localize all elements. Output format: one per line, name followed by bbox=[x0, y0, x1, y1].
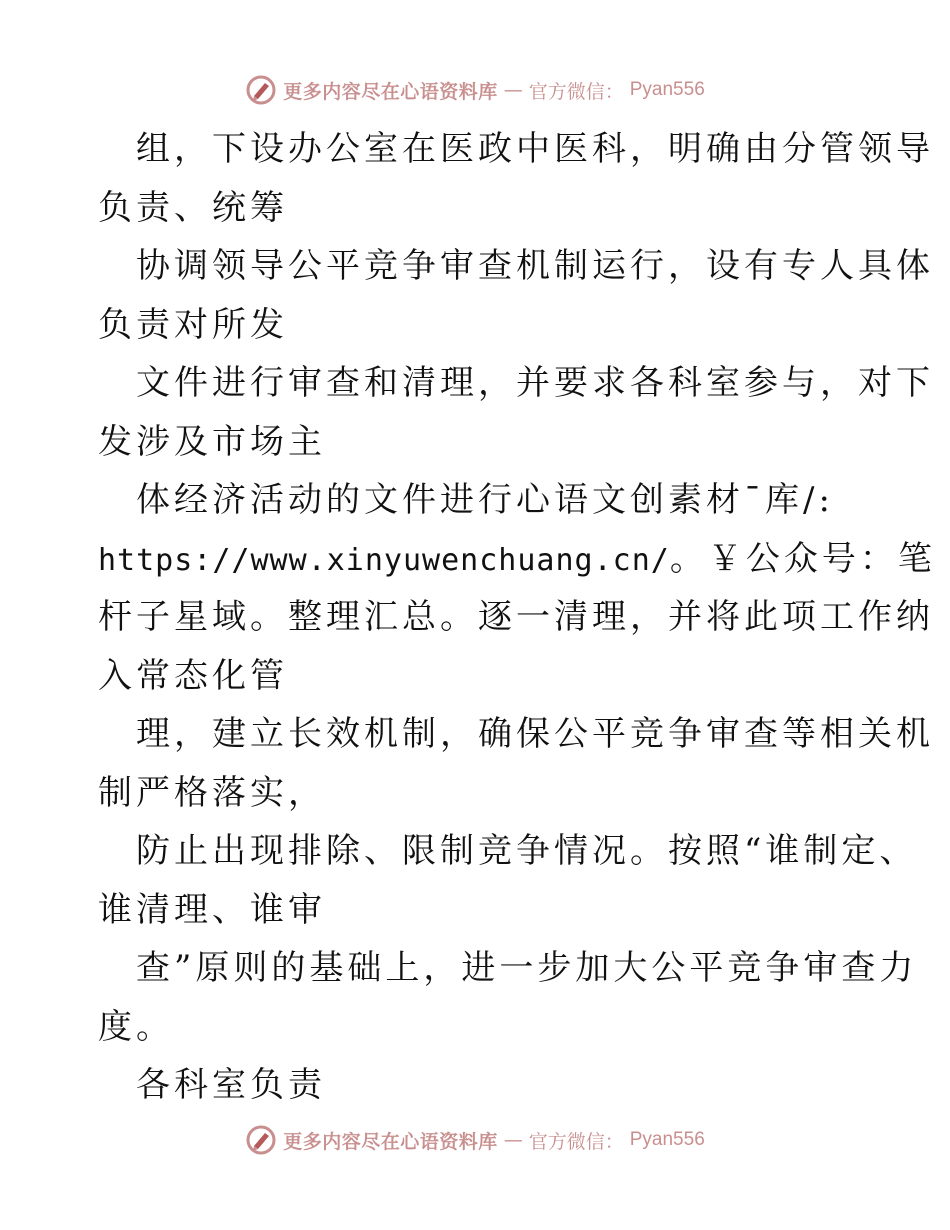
header-banner-id: Pyan556 bbox=[629, 79, 705, 100]
footer-banner-id: Pyan556 bbox=[629, 1129, 705, 1150]
body-line: 发涉及市场主 bbox=[98, 421, 326, 462]
body-line: 负责对所发 bbox=[98, 304, 288, 345]
header-banner-separator: — bbox=[503, 79, 523, 101]
footer-banner-separator: — bbox=[503, 1129, 523, 1151]
body-line: 入常态化管 bbox=[98, 655, 288, 696]
body-line-url bbox=[98, 530, 936, 589]
body-line: 负责、统筹 bbox=[98, 187, 288, 228]
header-banner bbox=[0, 70, 950, 110]
body-line: 防止出现排除、限制竞争情况。按照“谁制定、 bbox=[136, 831, 918, 871]
footer-banner-label: 官方微信： bbox=[528, 1130, 624, 1153]
pen-logo-icon bbox=[245, 1124, 277, 1156]
body-line: 体经济活动的文件进行心语文创素材¯库/: bbox=[136, 480, 834, 520]
footer-banner bbox=[0, 1120, 950, 1160]
document-body bbox=[98, 120, 936, 1115]
body-line: 各科室负责 bbox=[136, 1065, 326, 1105]
body-line: 文件进行审查和清理，并要求各科室参与，对下 bbox=[136, 363, 934, 403]
header-banner-text: 更多内容尽在心语资料库 bbox=[283, 80, 498, 103]
body-line: 度。 bbox=[98, 1006, 174, 1047]
footer-banner-text: 更多内容尽在心语资料库 bbox=[283, 1130, 498, 1153]
body-line: 查”原则的基础上，进一步加大公平竞争审查力 bbox=[136, 948, 918, 988]
pen-logo-icon bbox=[245, 74, 277, 106]
header-banner-label: 官方微信： bbox=[528, 80, 624, 103]
body-line: 杆子星域。整理汇总。逐一清理，并将此项工作纳 bbox=[98, 597, 934, 637]
body-line: 理，建立长效机制，确保公平竞争审查等相关机 bbox=[136, 714, 934, 754]
body-line: 组，下设办公室在医政中医科，明确由分管领导 bbox=[136, 129, 934, 169]
body-line: 制严格落实， bbox=[98, 772, 326, 813]
body-url-text: https://www.xinyuwenchuang.cn/ bbox=[98, 542, 670, 578]
body-line: 谁清理、谁审 bbox=[98, 889, 326, 930]
body-url-suffix: 。￥公众号：笔 bbox=[669, 538, 936, 579]
body-line: 协调领导公平竞争审查机制运行，设有专人具体 bbox=[136, 246, 934, 286]
